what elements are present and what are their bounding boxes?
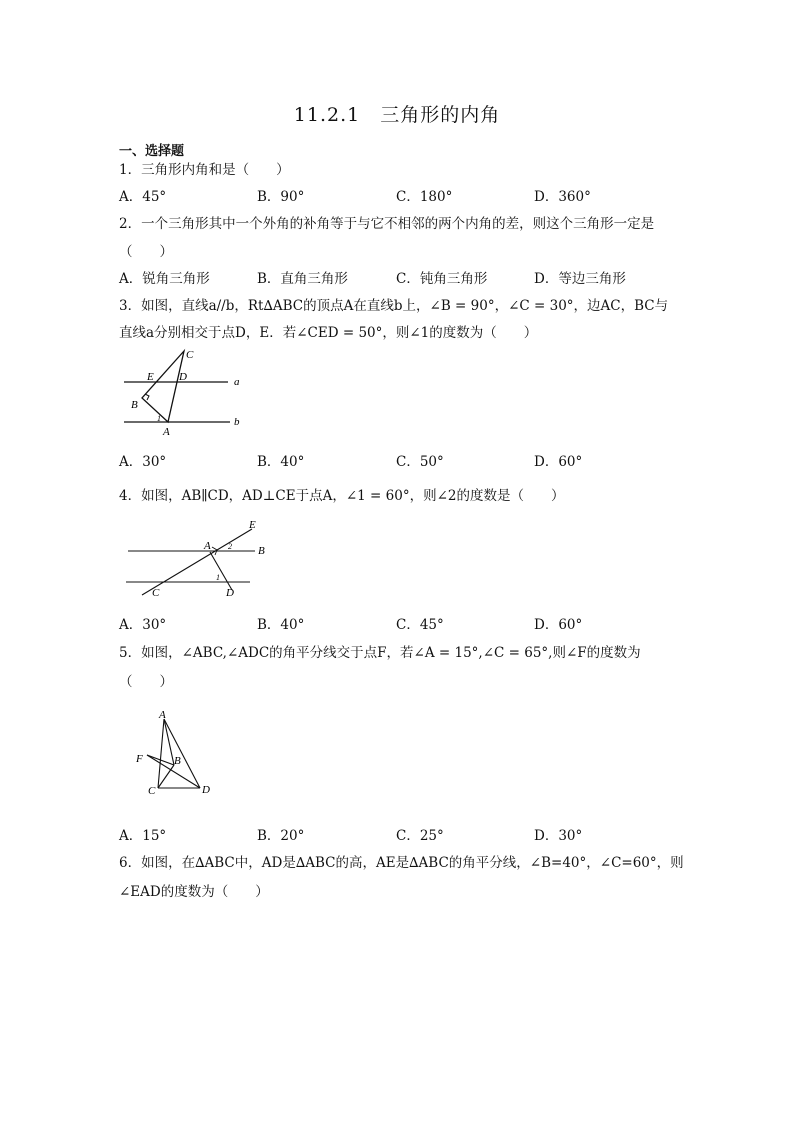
q5-label-d: D (202, 784, 210, 796)
q3-label-b-line: b (234, 416, 240, 428)
q2-option-a: A．锐角三角形 (119, 271, 210, 287)
page-title: 11.2.1 三角形的内角 (293, 104, 501, 126)
question-2-text-line2: （ ） (119, 244, 173, 260)
q3-label-a: A (163, 426, 170, 438)
question-4-text: 4．如图，AB∥CD，AD⊥CE于点A，∠1 = 60°，则∠2的度数是（ ） (119, 488, 565, 504)
q3-label-e: E (147, 371, 154, 383)
question-3-figure (118, 345, 258, 440)
q1-option-a: A．45° (119, 189, 167, 205)
q5-label-c: C (148, 785, 156, 797)
question-1-text: 1．三角形内角和是（ ） (119, 162, 290, 178)
q5-label-a: A (159, 709, 166, 721)
q1-option-c: C．180° (396, 189, 453, 205)
question-2-text-line1: 2．一个三角形其中一个外角的补角等于与它不相邻的两个内角的差，则这个三角形一定是 (119, 216, 655, 232)
q5-option-b: B．20° (257, 828, 305, 844)
q4-option-c: C．45° (396, 617, 444, 633)
q1-option-d: D．360° (534, 189, 591, 205)
q3-option-a: A．30° (119, 454, 167, 470)
question-6-text-line1: 6．如图，在∆ABC中，AD是∆ABC的高，AE是∆ABC的角平分线，∠B=40°，∠C=60°，则 (119, 855, 684, 871)
q5-label-f: F (136, 753, 143, 765)
q4-label-1: 1 (216, 573, 220, 582)
question-3-text-line2: 直线a分别相交于点D，E．若∠CED = 50°，则∠1的度数为（ ） (119, 325, 538, 341)
q3-option-d: D．60° (534, 454, 583, 470)
q3-label-1: 1 (157, 414, 161, 423)
q4-label-a: A (204, 540, 211, 552)
q2-option-c: C．钝角三角形 (396, 271, 488, 287)
q4-label-e: E (249, 520, 256, 531)
q4-label-c: C (152, 587, 160, 598)
q3-option-c: C．50° (396, 454, 444, 470)
q4-label-d: D (226, 587, 234, 598)
q3-label-c: C (186, 349, 194, 361)
q5-label-b: B (174, 755, 181, 767)
question-4-figure (120, 520, 275, 598)
q4-option-d: D．60° (534, 617, 583, 633)
q5-option-a: A．15° (119, 828, 167, 844)
question-5-text-line1: 5．如图，∠ABC,∠ADC的角平分线交于点F，若∠A = 15°,∠C = 65°,则∠F的度数为 (119, 645, 641, 661)
q1-option-b: B．90° (257, 189, 305, 205)
q4-label-b: B (258, 545, 265, 557)
q2-option-b: B．直角三角形 (257, 271, 348, 287)
q3-label-b: B (131, 399, 138, 411)
q3-label-d: D (179, 371, 187, 383)
question-5-figure (130, 705, 220, 800)
q4-option-a: A．30° (119, 617, 167, 633)
question-5-text-line2: （ ） (119, 674, 173, 690)
q5-option-d: D．30° (534, 828, 583, 844)
question-3-text-line1: 3．如图，直线a//b，Rt∆ABC的顶点A在直线b上，∠B = 90°，∠C = 30°，边AC，BC与 (119, 298, 669, 314)
question-6-text-line2: ∠EAD的度数为（ ） (119, 884, 269, 900)
q5-option-c: C．25° (396, 828, 444, 844)
q3-option-b: B．40° (257, 454, 305, 470)
q3-label-a-line: a (234, 376, 240, 388)
q4-label-2: 2 (228, 542, 232, 551)
q4-option-b: B．40° (257, 617, 305, 633)
section-heading: 一、选择题 (119, 144, 185, 159)
q2-option-d: D．等边三角形 (534, 271, 626, 287)
